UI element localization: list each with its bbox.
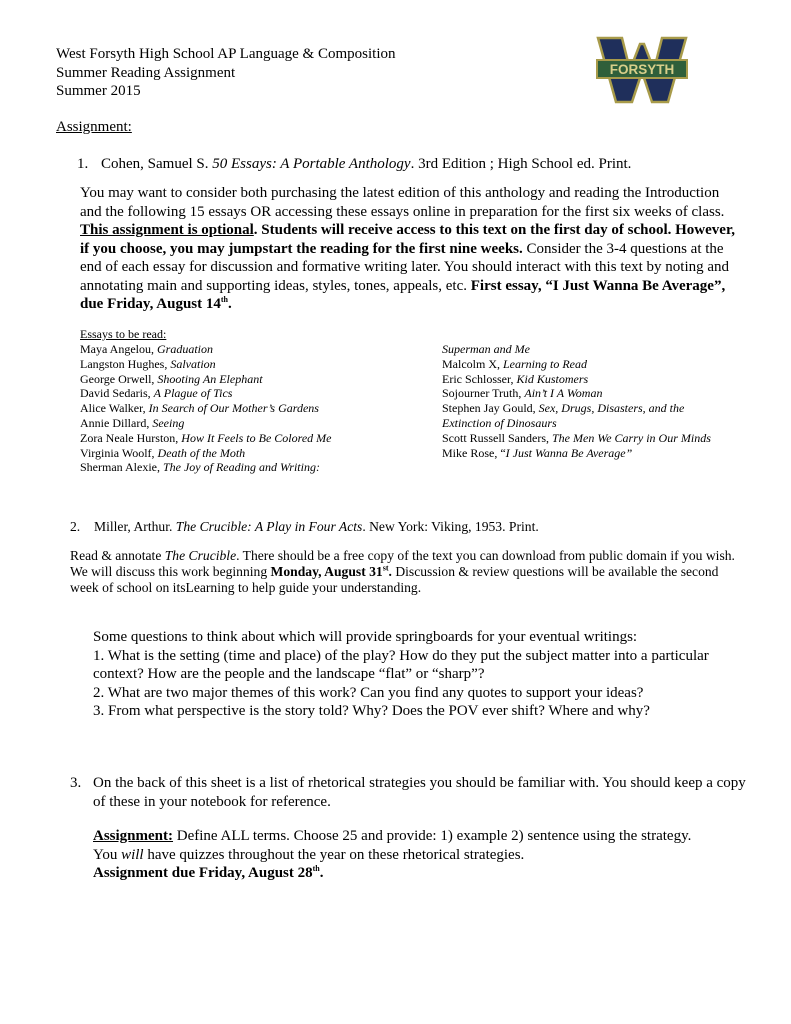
essay-item: Sherman Alexie, The Joy of Reading and Writing: bbox=[80, 460, 320, 475]
assignment-label: Assignment: bbox=[93, 828, 174, 844]
essay-item: Annie Dillard, Seeing bbox=[80, 415, 185, 430]
item-3-text: On the back of this sheet is a list of rhetorical strategies you should be familiar with. You should keep a copy of these in your notebook for reference. bbox=[93, 775, 746, 810]
item-1-number: 1. bbox=[77, 156, 89, 172]
questions-intro: Some questions to think about which will provide springboards for your eventual writings: bbox=[93, 629, 638, 645]
essay-item: Sojourner Truth, Ain’t I A Woman bbox=[442, 386, 603, 401]
first-essay-due: First essay, “I Just Wanna Be Average”, due Friday, August 14th. bbox=[80, 277, 726, 312]
essay-item: Extinction of Dinosaurs bbox=[442, 415, 557, 430]
item-1-citation: Cohen, Samuel S. 50 Essays: A Portable Anthology. 3rd Edition ; High School ed. Print. bbox=[101, 156, 632, 172]
item-2-number: 2. bbox=[70, 519, 81, 534]
essay-item: Stephen Jay Gould, Sex, Drugs, Disasters, and the bbox=[442, 401, 685, 416]
item-2-paragraph: Read & annotate The Crucible. There should be a free copy of the text you can download from public domain if you wish. We will discuss this work beginning Monday, August 31st. Discussion & review questions will be available the second week of school on itsLearning to help guide your understanding. bbox=[70, 548, 735, 595]
essay-item: Alice Walker, In Search of Our Mother’s Gardens bbox=[80, 401, 319, 416]
west-forsyth-logo bbox=[596, 36, 688, 104]
essays-right-column bbox=[442, 342, 711, 460]
essays-left-column bbox=[80, 342, 331, 475]
reading-questions bbox=[93, 628, 743, 721]
essay-item: David Sedaris, A Plague of Tics bbox=[80, 386, 233, 401]
assignment-title: Summer Reading Assignment bbox=[56, 64, 236, 81]
item-2-citation: Miller, Arthur. The Crucible: A Play in Four Acts. New York: Viking, 1953. Print. bbox=[94, 519, 539, 534]
essay-item: Maya Angelou, Graduation bbox=[80, 342, 214, 356]
logo-text: FORSYTH bbox=[609, 62, 675, 77]
essay-item: Langston Hughes, Salvation bbox=[80, 356, 216, 371]
essay-item: Superman and Me bbox=[442, 342, 530, 356]
essay-item: Scott Russell Sanders, The Men We Carry in Our Minds bbox=[442, 430, 711, 445]
question-3: 3. From what perspective is the story told? Why? Does the POV ever shift? Where and why? bbox=[93, 703, 650, 719]
essays-heading: Essays to be read: bbox=[80, 327, 167, 341]
rhetoric-assignment-due: Assignment due Friday, August 28th. bbox=[93, 864, 324, 881]
essay-item: Zora Neale Hurston, How It Feels to Be Colored Me bbox=[80, 430, 332, 445]
essay-item: Virginia Woolf, Death of the Moth bbox=[80, 445, 246, 460]
question-1: 1. What is the setting (time and place) of the play? How do they put the subject matter into a particular context? How are the people and the landscape “flat” or “sharp”? bbox=[93, 647, 709, 682]
document-header bbox=[56, 45, 396, 101]
essay-item: Malcolm X, Learning to Read bbox=[442, 356, 587, 371]
essay-item: Eric Schlosser, Kid Kustomers bbox=[442, 371, 589, 386]
essay-item: Mike Rose, “I Just Wanna Be Average” bbox=[442, 445, 633, 460]
item-3-assignment: Assignment: Define ALL terms. Choose 25 and provide: 1) example 2) sentence using the strategy. You will have quizzes throughout the year on these rhetorical strategies. Assignment due Friday, August 28th. bbox=[93, 827, 753, 883]
term: Summer 2015 bbox=[56, 83, 141, 99]
item-1-paragraph: You may want to consider both purchasing the latest edition of this anthology and reading the Introduction and the following 15 essays OR accessing these essays online in preparation for the first six weeks of class. This assignment is optional. Students will receive access to this text on the first day of school. However, if you choose, you may jumpstart the reading for the first nine weeks. Consider the 3-4 questions at the end of each essay for discussion and formative writing later. You should interact with this text by noting and annotating main and supporting ideas, styles, tones, appeals, etc. First essay, “I Just Wanna Be Average”, due Friday, August 14th. bbox=[80, 185, 735, 312]
optional-notice: This assignment is optional bbox=[80, 222, 254, 238]
discussion-start-date: Monday, August 31st. bbox=[270, 563, 392, 579]
essay-item: George Orwell, Shooting An Elephant bbox=[80, 371, 263, 386]
question-2: 2. What are two major themes of this work? Can you find any quotes to support your ideas? bbox=[93, 684, 644, 701]
course-title: West Forsyth High School AP Language & Composition bbox=[56, 46, 396, 62]
item-3-number: 3. bbox=[70, 775, 82, 791]
assignment-heading: Assignment: bbox=[56, 119, 132, 135]
